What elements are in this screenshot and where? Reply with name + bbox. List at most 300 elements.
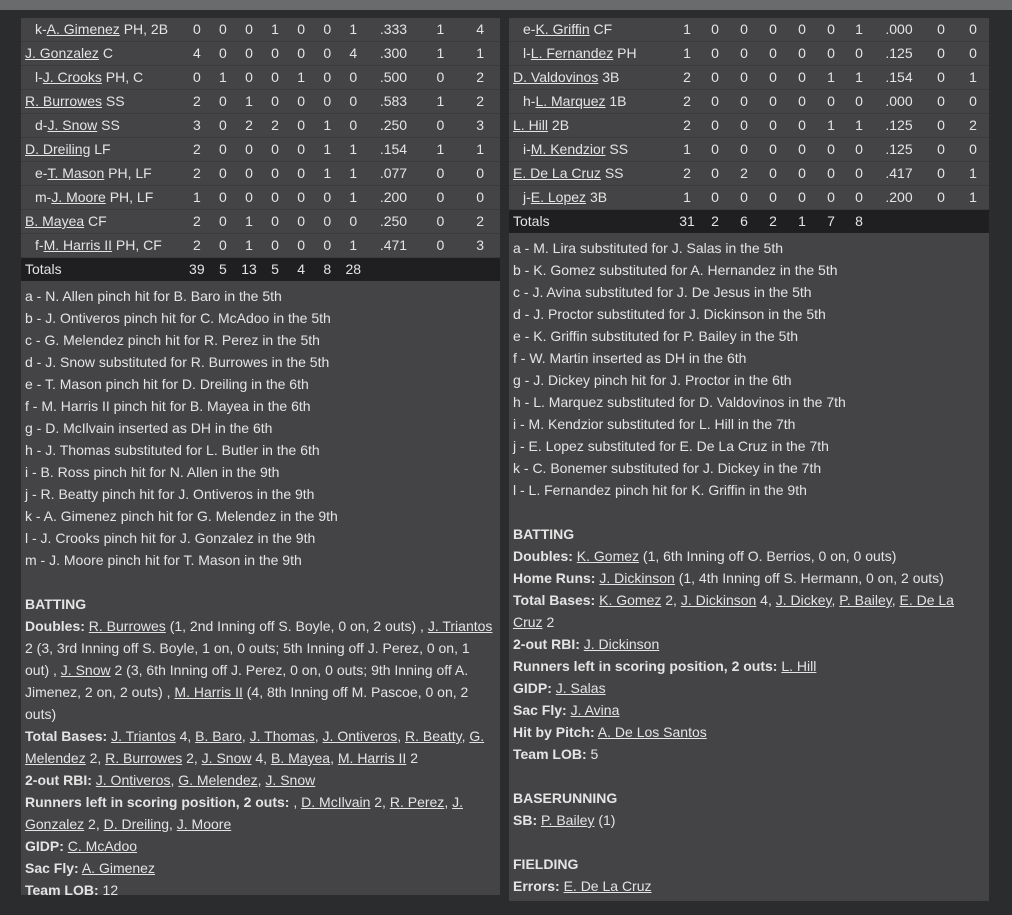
stat-cell: 0: [219, 213, 227, 229]
player-row: [509, 42, 989, 66]
player-link[interactable]: K. Gomez: [599, 592, 662, 608]
player-link[interactable]: J. Ontiveros: [95, 772, 171, 788]
detail-text: ,: [461, 728, 470, 744]
player-cell: [509, 90, 673, 114]
player-name-link[interactable]: K. Griffin: [535, 21, 590, 37]
player-link[interactable]: M. Harris II: [337, 750, 407, 766]
detail-text: ,: [257, 772, 266, 788]
substitution-note: i - M. Kendzior substituted for L. Hill in the 7th: [513, 416, 796, 432]
stat-cell: 0: [937, 117, 945, 133]
stat-cell: 0: [476, 165, 485, 181]
stat-cell: 0: [769, 93, 777, 109]
sb-count: (1): [594, 812, 616, 828]
stat-cell: 0: [245, 165, 253, 181]
detail-text: 2 (3, 6th Inning off J. Perez, 0 on, 0 outs; 9th Inning off A. Jimenez, 2 on, 2 outs) ,: [25, 662, 469, 700]
substitution-note: b - K. Gomez substituted for A. Hernandez in the 5th: [513, 262, 838, 278]
player-link[interactable]: J. Gonzalez: [25, 794, 463, 832]
stat-cell: 0: [219, 237, 227, 253]
player-link[interactable]: A. De Los Santos: [597, 724, 707, 740]
stat-cell: 0: [271, 69, 279, 85]
stat-cell: 0: [271, 189, 279, 205]
player-link[interactable]: J. Thomas: [249, 728, 315, 744]
away-batting-table: [21, 18, 500, 281]
player-row: [21, 90, 500, 114]
fielding-header: FIELDING: [513, 856, 579, 872]
stat-cell: 0: [297, 45, 306, 61]
stat-cell: 0: [219, 117, 227, 133]
stat-cell: 0: [969, 21, 977, 37]
stat-cell: .417: [885, 165, 913, 181]
stat-cell: 1: [323, 141, 332, 157]
player-name-link[interactable]: D. Dreiling: [25, 141, 91, 157]
player-link[interactable]: R. Beatty: [405, 728, 462, 744]
stat-cell: 0: [271, 165, 279, 181]
stat-cell: 0: [349, 117, 358, 133]
substitution-note: l - J. Crooks pinch hit for J. Gonzalez in the 9th: [25, 530, 316, 546]
stat-cell: 0: [271, 45, 279, 61]
player-name-link[interactable]: L. Fernandez: [530, 45, 614, 61]
detail-text: 4,: [756, 592, 776, 608]
totals-stat-cell: 2: [769, 213, 777, 229]
stat-cell: 0: [827, 141, 835, 157]
stat-cell: 0: [349, 213, 358, 229]
player-position: 3B: [589, 189, 608, 205]
team-lob-line: [513, 743, 985, 765]
stat-cell: 0: [349, 93, 358, 109]
stat-cell: 0: [219, 165, 227, 181]
stat-cell: 2: [476, 213, 485, 229]
totals-stat-cell: 31: [679, 213, 695, 229]
hbp-label: Hit by Pitch:: [513, 724, 595, 740]
player-position: PH, CF: [115, 237, 162, 253]
detail-text: ,: [241, 728, 250, 744]
substitution-note: d - J. Proctor substituted for J. Dickinson in the 5th: [513, 306, 826, 322]
player-link[interactable]: J. Salas: [555, 680, 606, 696]
substitution-note: e - K. Griffin substituted for P. Bailey in the 5th: [513, 328, 799, 344]
player-link[interactable]: E. De La Cruz: [563, 878, 652, 894]
detail-text: ,: [314, 728, 323, 744]
player-position: PH, C: [105, 69, 144, 85]
stat-cell: 2: [192, 237, 201, 253]
stat-cell: .200: [885, 189, 913, 205]
detail-text: 2: [406, 750, 419, 766]
sub-prefix: m-: [35, 189, 52, 205]
stat-cell: 0: [711, 45, 719, 61]
player-link[interactable]: J. Snow: [60, 662, 111, 678]
stat-cell: 1: [349, 189, 358, 205]
stat-cell: 0: [711, 117, 719, 133]
stat-cell: 1: [323, 117, 332, 133]
player-position: SS: [604, 165, 624, 181]
player-link[interactable]: G. Melendez: [25, 728, 485, 766]
player-name-link[interactable]: J. Crooks: [42, 69, 102, 85]
totals-stat-cell: [460, 258, 500, 282]
detail-text: 2,: [661, 592, 681, 608]
stat-cell: .125: [885, 141, 913, 157]
player-name-link[interactable]: M. Kendzior: [530, 141, 606, 157]
player-position: 2B: [551, 117, 570, 133]
player-link[interactable]: J. Triantos: [111, 728, 176, 744]
stat-cell: .200: [379, 189, 408, 205]
stat-cell: 0: [740, 93, 748, 109]
player-link[interactable]: P. Bailey: [541, 812, 595, 828]
stat-cell: 0: [937, 165, 945, 181]
stat-cell: 0: [827, 93, 835, 109]
stat-cell: 2: [683, 69, 691, 85]
substitution-note: f - W. Martin inserted as DH in the 6th: [513, 350, 747, 366]
stat-cell: 0: [349, 69, 358, 85]
totals-stat-cell: 5: [219, 261, 227, 277]
player-link[interactable]: R. Perez: [389, 794, 445, 810]
stat-cell: 0: [937, 21, 945, 37]
stat-cell: 2: [192, 93, 201, 109]
totals-stat-cell: [421, 258, 461, 282]
stat-cell: 0: [798, 93, 806, 109]
player-position: LF: [94, 141, 111, 157]
stat-cell: 1: [297, 69, 306, 85]
player-link[interactable]: A. Gimenez: [81, 860, 155, 876]
stat-cell: 2: [245, 117, 253, 133]
player-link[interactable]: R. Burrowes: [88, 618, 166, 634]
stat-cell: 0: [436, 165, 445, 181]
stat-cell: 4: [476, 21, 485, 37]
stat-cell: 1: [969, 189, 977, 205]
player-row: [21, 18, 500, 42]
stat-cell: 0: [827, 189, 835, 205]
player-position: CF: [88, 213, 107, 229]
player-name-link[interactable]: B. Mayea: [25, 213, 85, 229]
stat-cell: 0: [769, 45, 777, 61]
stat-cell: 0: [769, 189, 777, 205]
stat-cell: 0: [711, 165, 719, 181]
player-link[interactable]: D. McIlvain: [301, 794, 371, 810]
player-cell: [21, 42, 184, 66]
substitution-note: h - J. Thomas substituted for L. Butler in the 6th: [25, 442, 320, 458]
rlisp-label: Runners left in scoring position, 2 outs:: [513, 658, 778, 674]
baserunning-header: BASERUNNING: [513, 790, 618, 806]
player-position: C: [102, 45, 113, 61]
player-row: [21, 162, 500, 186]
stat-cell: 0: [245, 189, 253, 205]
sac-fly-line: [25, 857, 496, 879]
stat-cell: 0: [827, 21, 835, 37]
stat-cell: 1: [245, 213, 253, 229]
stat-cell: 1: [827, 117, 835, 133]
stat-cell: 0: [769, 141, 777, 157]
player-row: [21, 210, 500, 234]
stat-cell: .250: [379, 117, 408, 133]
player-name-link[interactable]: L. Hill: [513, 117, 549, 133]
player-cell: [21, 186, 184, 210]
stat-cell: 1: [271, 21, 279, 37]
sub-prefix: j-: [523, 189, 531, 205]
detail-text: ,: [831, 592, 840, 608]
player-link[interactable]: C. McAdoo: [67, 838, 138, 854]
stat-cell: 0: [436, 237, 445, 253]
stat-cell: 0: [192, 69, 201, 85]
stat-cell: 0: [297, 189, 306, 205]
totals-row: [21, 258, 500, 282]
stat-cell: 0: [827, 165, 835, 181]
player-link[interactable]: J. Snow: [201, 750, 252, 766]
player-row: [509, 138, 989, 162]
batting-section: [509, 523, 989, 897]
totals-stat-cell: 28: [345, 261, 362, 277]
substitution-note: j - R. Beatty pinch hit for J. Ontiveros in the 9th: [25, 486, 315, 502]
stat-cell: .125: [885, 45, 913, 61]
stat-cell: .000: [885, 21, 913, 37]
stat-cell: 0: [711, 69, 719, 85]
stat-cell: 0: [937, 69, 945, 85]
substitution-note: h - L. Marquez substituted for D. Valdovinos in the 7th: [513, 394, 846, 410]
player-name-link[interactable]: R. Burrowes: [25, 93, 103, 109]
sub-prefix: i-: [523, 141, 531, 157]
sub-prefix: e-: [523, 21, 536, 37]
stat-cell: 1: [245, 93, 253, 109]
player-name-link[interactable]: J. Snow: [47, 117, 98, 133]
stat-cell: 0: [798, 117, 806, 133]
player-cell: [509, 162, 673, 186]
player-cell: [21, 234, 184, 258]
stat-cell: 0: [297, 21, 306, 37]
stat-cell: 0: [245, 21, 253, 37]
stat-cell: 1: [436, 21, 445, 37]
sub-prefix: d-: [35, 117, 48, 133]
substitution-note: e - T. Mason pinch hit for D. Dreiling in the 6th: [25, 376, 309, 392]
detail-text: (4, 8th Inning off M. Pascoe, 0 on, 2 outs): [25, 684, 469, 722]
player-link[interactable]: J. Ontiveros: [322, 728, 398, 744]
player-row: [509, 186, 989, 210]
player-position: SS: [609, 141, 629, 157]
player-link[interactable]: M. Harris II: [174, 684, 243, 700]
stat-cell: 2: [476, 93, 485, 109]
gidp-label: GIDP:: [25, 838, 64, 854]
stat-cell: 1: [219, 69, 227, 85]
player-link[interactable]: J. Dickey: [775, 592, 832, 608]
stat-cell: .000: [885, 93, 913, 109]
detail-text: (1, 4th Inning off S. Hermann, 0 on, 2 outs): [674, 570, 944, 586]
stat-cell: 1: [683, 189, 691, 205]
totals-stat-cell: [873, 210, 925, 234]
player-link[interactable]: P. Bailey: [839, 592, 892, 608]
substitution-note: k - C. Bonemer substituted for J. Dickey in the 7th: [513, 460, 822, 476]
sac-fly-line: [513, 699, 985, 721]
player-row: [509, 114, 989, 138]
stat-cell: 0: [219, 21, 227, 37]
player-link[interactable]: E. De La Cruz: [513, 592, 954, 630]
player-link[interactable]: J. Triantos: [427, 618, 493, 634]
stat-cell: 3: [192, 117, 201, 133]
home-box-score-panel: [509, 18, 989, 901]
team-lob-value: 5: [590, 746, 599, 762]
stat-cell: 2: [271, 117, 279, 133]
player-link[interactable]: B. Mayea: [270, 750, 331, 766]
player-position: 3B: [602, 69, 620, 85]
player-name-link[interactable]: M. Harris II: [43, 237, 113, 253]
stat-cell: 0: [855, 141, 863, 157]
totals-label: Totals: [25, 261, 62, 277]
stat-cell: 0: [827, 45, 835, 61]
player-row: [21, 186, 500, 210]
player-link[interactable]: J. Dickinson: [680, 592, 757, 608]
sub-prefix: e-: [35, 165, 48, 181]
stat-cell: 0: [323, 93, 332, 109]
stat-cell: 0: [769, 165, 777, 181]
stat-cell: .471: [379, 237, 408, 253]
totals-stat-cell: 6: [740, 213, 748, 229]
totals-stat-cell: 39: [189, 261, 205, 277]
substitution-note: c - G. Melendez pinch hit for R. Perez in the 5th: [25, 332, 320, 348]
stat-cell: 0: [855, 45, 863, 61]
stat-cell: 0: [271, 237, 279, 253]
player-cell: [21, 18, 184, 42]
substitution-note: g - D. McIlvain inserted as DH in the 6th: [25, 420, 273, 436]
total-bases-line: [513, 589, 985, 633]
team-lob-line: [25, 879, 496, 901]
doubles-line: [513, 545, 985, 567]
substitution-note: i - B. Ross pinch hit for N. Allen in the 9th: [25, 464, 280, 480]
stat-cell: 0: [297, 237, 306, 253]
stat-cell: 2: [969, 117, 977, 133]
player-row: [509, 66, 989, 90]
player-name-link[interactable]: T. Mason: [47, 165, 105, 181]
stat-cell: 4: [349, 45, 358, 61]
top-bar: [0, 0, 1012, 10]
detail-text: 2,: [84, 816, 104, 832]
hbp-line: [513, 721, 985, 743]
stat-cell: 0: [323, 237, 332, 253]
total-bases-label: Total Bases:: [25, 728, 108, 744]
player-name-link[interactable]: E. De La Cruz: [513, 165, 601, 181]
errors-line: [513, 875, 985, 897]
player-link[interactable]: D. Dreiling: [103, 816, 169, 832]
team-lob-value: 12: [102, 882, 119, 898]
player-name-link[interactable]: J. Gonzalez: [25, 45, 99, 61]
gidp-label: GIDP:: [513, 680, 552, 696]
totals-stat-cell: 4: [297, 261, 306, 277]
detail-text: 2: [542, 614, 555, 630]
stat-cell: 0: [798, 69, 806, 85]
stat-cell: 0: [798, 165, 806, 181]
totals-stat-cell: 8: [323, 261, 332, 277]
totals-label: Totals: [513, 213, 550, 229]
sb-label: SB:: [513, 812, 538, 828]
player-link[interactable]: J. Snow: [265, 772, 316, 788]
stat-cell: 0: [297, 141, 306, 157]
detail-text: 2,: [85, 750, 106, 766]
stat-cell: 0: [798, 189, 806, 205]
stat-cell: 0: [740, 117, 748, 133]
stat-cell: 1: [855, 69, 863, 85]
stat-cell: 1: [349, 237, 358, 253]
sub-prefix: k-: [35, 21, 47, 37]
stat-cell: 2: [192, 141, 201, 157]
rlisp-line: [25, 791, 496, 835]
player-position: PH: [617, 45, 637, 61]
stat-cell: .583: [379, 93, 408, 109]
substitution-note: a - N. Allen pinch hit for B. Baro in the 5th: [25, 288, 282, 304]
stat-cell: 1: [192, 189, 201, 205]
player-position: PH, 2B: [123, 21, 169, 37]
player-link[interactable]: B. Baro: [195, 728, 242, 744]
player-link[interactable]: R. Burrowes: [105, 750, 183, 766]
stat-cell: 1: [476, 141, 485, 157]
stat-cell: 0: [711, 21, 719, 37]
stat-cell: 0: [937, 45, 945, 61]
player-row: [509, 18, 989, 42]
player-cell: [21, 114, 184, 138]
player-row: [21, 42, 500, 66]
player-link[interactable]: G. Melendez: [178, 772, 258, 788]
stat-cell: 0: [271, 141, 279, 157]
stat-cell: .154: [379, 141, 408, 157]
player-name-link[interactable]: J. Moore: [51, 189, 106, 205]
stat-cell: 0: [740, 141, 748, 157]
stat-cell: 2: [476, 69, 485, 85]
stat-cell: 0: [798, 141, 806, 157]
stat-cell: 0: [219, 141, 227, 157]
stat-cell: 0: [855, 165, 863, 181]
player-name-link[interactable]: E. Lopez: [530, 189, 587, 205]
stat-cell: 1: [683, 45, 691, 61]
player-name-link[interactable]: L. Marquez: [535, 93, 606, 109]
detail-text: ,: [170, 772, 179, 788]
home-runs-line: [513, 567, 985, 589]
player-link[interactable]: J. Dickinson: [599, 570, 675, 586]
gidp-line: [25, 835, 496, 857]
stat-cell: .154: [885, 69, 913, 85]
player-name-link[interactable]: A. Gimenez: [46, 21, 120, 37]
stat-cell: 1: [349, 165, 358, 181]
player-link[interactable]: J. Moore: [176, 816, 232, 832]
two-out-rbi-label: 2-out RBI:: [513, 636, 580, 652]
player-link[interactable]: J. Dickinson: [583, 636, 660, 652]
stat-cell: 0: [245, 45, 253, 61]
stat-cell: 1: [827, 69, 835, 85]
sac-fly-label: Sac Fly:: [25, 860, 79, 876]
player-link[interactable]: K. Gomez: [576, 548, 640, 564]
stat-cell: 0: [271, 93, 279, 109]
errors-label: Errors:: [513, 878, 560, 894]
stat-cell: 1: [476, 45, 485, 61]
stat-cell: 0: [323, 69, 332, 85]
player-name-link[interactable]: D. Valdovinos: [513, 69, 599, 85]
stat-cell: 3: [476, 237, 485, 253]
stat-cell: 0: [969, 141, 977, 157]
team-lob-label: Team LOB:: [513, 746, 587, 762]
batting-section: [21, 593, 500, 901]
stat-cell: 0: [323, 213, 332, 229]
player-cell: [21, 138, 184, 162]
player-cell: [21, 66, 184, 90]
player-link[interactable]: J. Avina: [570, 702, 620, 718]
totals-row: [509, 210, 989, 234]
substitution-note: k - A. Gimenez pinch hit for G. Melendez in the 9th: [25, 508, 338, 524]
player-link[interactable]: L. Hill: [781, 658, 817, 674]
sub-prefix: f-: [35, 237, 44, 253]
substitution-note: c - J. Avina substituted for J. De Jesus in the 5th: [513, 284, 812, 300]
sub-prefix: h-: [523, 93, 536, 109]
player-cell: [21, 90, 184, 114]
totals-stat-cell: 2: [711, 213, 719, 229]
player-row: [21, 66, 500, 90]
detail-text: ,: [444, 794, 453, 810]
player-position: SS: [101, 117, 120, 133]
stat-cell: 0: [740, 45, 748, 61]
home-runs-label: Home Runs:: [513, 570, 596, 586]
stat-cell: 0: [798, 21, 806, 37]
stat-cell: 0: [219, 189, 227, 205]
